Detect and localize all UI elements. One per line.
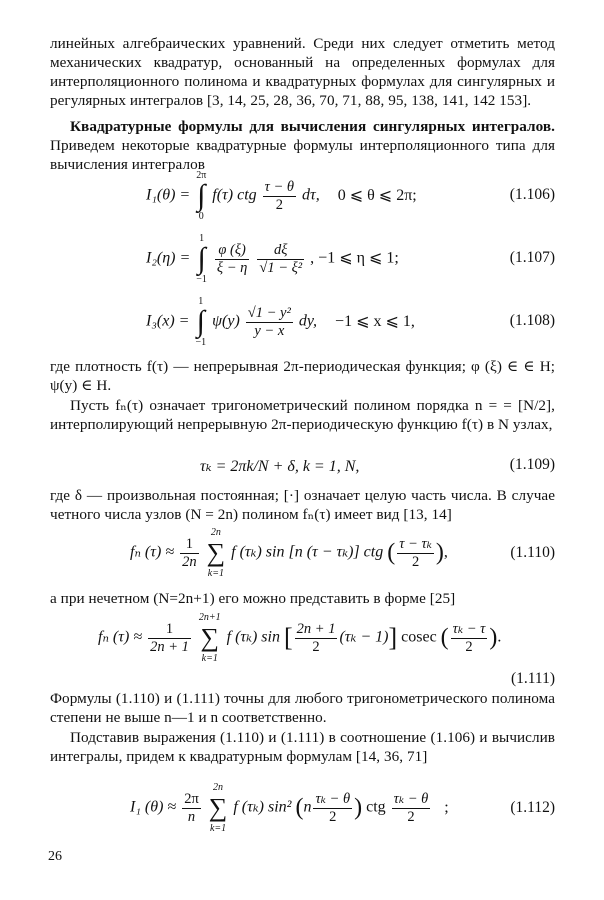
- eq-lhs: I₃(x) =: [146, 312, 190, 330]
- fraction: $\frac{\text{τ − τₖ}}{2}$: [399, 535, 432, 570]
- fraction: $\frac{\text{τₖ − τ}}{2}$: [452, 620, 486, 655]
- fraction: $\frac{\varphi (\xi)}{\xi - \eta}$: [216, 241, 248, 276]
- fraction: $\frac{\tau - \theta}{2}$: [264, 178, 294, 213]
- equation-1-110: fₙ (τ) ≈ $\frac{1}{2n}$ 2n ∑ k=1 f (τₖ) sin [n (τ − τₖ)] ctg ( $\frac{\text{τ − τₖ}}{2}$ ), (1.110): [130, 527, 555, 579]
- equation-1-108: I₃(x) = 1 ∫ −1 ψ(y) $\frac{\text{√1 − y²}}{y - x}$ dy, −1 ⩽ x ⩽ 1, (1.108): [146, 296, 555, 348]
- equation-number: (1.110): [510, 544, 555, 561]
- condition: −1 ⩽ x ⩽ 1,: [335, 312, 415, 330]
- fraction: $\frac{1}{2n}$: [182, 535, 197, 570]
- fraction: $\frac{\text{τₖ − θ}}{2}$: [393, 790, 429, 825]
- paragraph-intro: линейных алгебраических уравнений. Среди них следует отметить метод механических квадратур, основанный на определенных формулах для интерполяционного полинома и квадратурных формулах для сингулярных и регулярных интегралов [3, 14, 25, 28, 36, 70, 71, 88, 95, 138, 141, 142 153].: [50, 35, 555, 109]
- eq-lhs: fₙ (τ) ≈: [130, 543, 175, 561]
- eq-body: f (τₖ) sin [n (τ − τₖ)] ctg: [231, 543, 384, 561]
- sum-sign: 2n+1 ∑ k=1: [198, 612, 221, 664]
- paragraph-density: где плотность f(τ) — непрерывная 2π-периодическая функция; φ (ξ) ∈ ∈ H; ψ(y) ∈ H.: [50, 358, 555, 394]
- equation-number: (1.112): [510, 799, 555, 816]
- fraction: $\frac{2\pi}{n}$: [184, 790, 199, 825]
- paragraph-text: Приведем некоторые квадратурные формулы интерполяционного типа для вычисления интегралов: [50, 137, 555, 173]
- eq-lhs: fₙ (τ) ≈: [98, 628, 143, 646]
- paragraph-odd: а при нечетном (N=2n+1) его можно представить в форме [25]: [50, 590, 456, 607]
- condition: , −1 ⩽ η ⩽ 1;: [310, 249, 399, 267]
- section-heading: Квадратурные формулы для вычисления сингулярных интегралов.: [70, 118, 555, 135]
- integrand: ψ(y): [212, 312, 240, 330]
- fraction: $\frac{\text{τₖ − θ}}{2}$: [315, 790, 351, 825]
- equation-number: (1.111): [510, 670, 555, 687]
- paragraph-quadrature-intro: [50, 117, 555, 174]
- eq-lhs: I₂(η) =: [146, 249, 191, 267]
- fraction: $\frac{2n + 1}{2}$: [296, 620, 336, 655]
- paragraph-polynomial: Пусть fₙ(τ) означает тригонометрический полином порядка n = = [N/2], интерполирующий непрерывную 2π-периодическую функцию f(τ) в N узлах,: [50, 397, 555, 433]
- integral-sign: 2π ∫ 0: [196, 170, 207, 222]
- eq-body: τₖ = 2πk/N + δ, k = 1, N,: [200, 458, 360, 475]
- fraction: $\frac{d\xi}{\text{√1 − ξ²}}$: [259, 241, 303, 276]
- eq-body: f (τₖ) sin²: [233, 798, 292, 816]
- equation-number: (1.109): [509, 456, 555, 473]
- paragraph-exactness: Формулы (1.110) и (1.111) точны для любого тригонометрического полинома степени не выше n—1 и n соответственно.: [50, 690, 555, 726]
- integral-sign: 1 ∫ −1: [196, 233, 207, 285]
- fraction: $\frac{\text{√1 − y²}}{y - x}$: [247, 304, 291, 339]
- sum-sign: 2n ∑ k=1: [206, 527, 226, 579]
- eq-lhs: I₁ (θ) ≈: [130, 798, 177, 816]
- condition: 0 ⩽ θ ⩽ 2π;: [337, 186, 417, 204]
- paragraph-substitution: Подставив выражения (1.110) и (1.111) в соотношение (1.106) и вычислив интегралы, придем к квадратурным формулам [14, 36, 71]: [50, 729, 555, 765]
- eq-body: f (τₖ) sin: [226, 628, 280, 646]
- equation-1-106: I₁(θ) = 2π ∫ 0 f(τ) ctg $\frac{\tau - \theta}{2}$ dτ, 0 ⩽ θ ⩽ 2π; (1.106): [146, 170, 555, 222]
- equation-number: (1.107): [509, 249, 555, 266]
- equation-1-109: [50, 454, 555, 480]
- fraction: $\frac{1}{2n + 1}$: [150, 620, 189, 655]
- equation-1-107: [50, 233, 555, 293]
- equation-1-111: fₙ (τ) ≈ $\frac{1}{2n + 1}$ 2n+1 ∑ k=1 f (τₖ) sin [ $\frac{2n + 1}{2}$ (τₖ − 1)] cosec ( $\frac{\text{τₖ − τ}}{2}$ ). (1.111): [98, 612, 555, 687]
- integral-sign: 1 ∫ −1: [195, 296, 207, 348]
- page-number: 26: [48, 849, 62, 864]
- equation-number: (1.108): [509, 312, 555, 329]
- paragraph-nodes: где δ — произвольная постоянная; [·] означает целую часть числа. В случае четного числа узлов (N = 2n) полином fₙ(τ) имеет вид [13, 14]: [50, 487, 555, 523]
- eq-lhs: I₁(θ) =: [146, 186, 191, 204]
- equation-1-112: I₁ (θ) ≈ $\frac{2\pi}{n}$ 2n ∑ k=1 f (τₖ) sin² (n $\frac{\text{τₖ − θ}}{2}$ ) ctg $\frac{\text{τₖ − θ}}{2}$ ; (1.112): [130, 782, 555, 834]
- integrand: f(τ) ctg: [212, 186, 257, 204]
- sum-sign: 2n ∑ k=1: [208, 782, 228, 834]
- equation-number: (1.106): [509, 186, 555, 203]
